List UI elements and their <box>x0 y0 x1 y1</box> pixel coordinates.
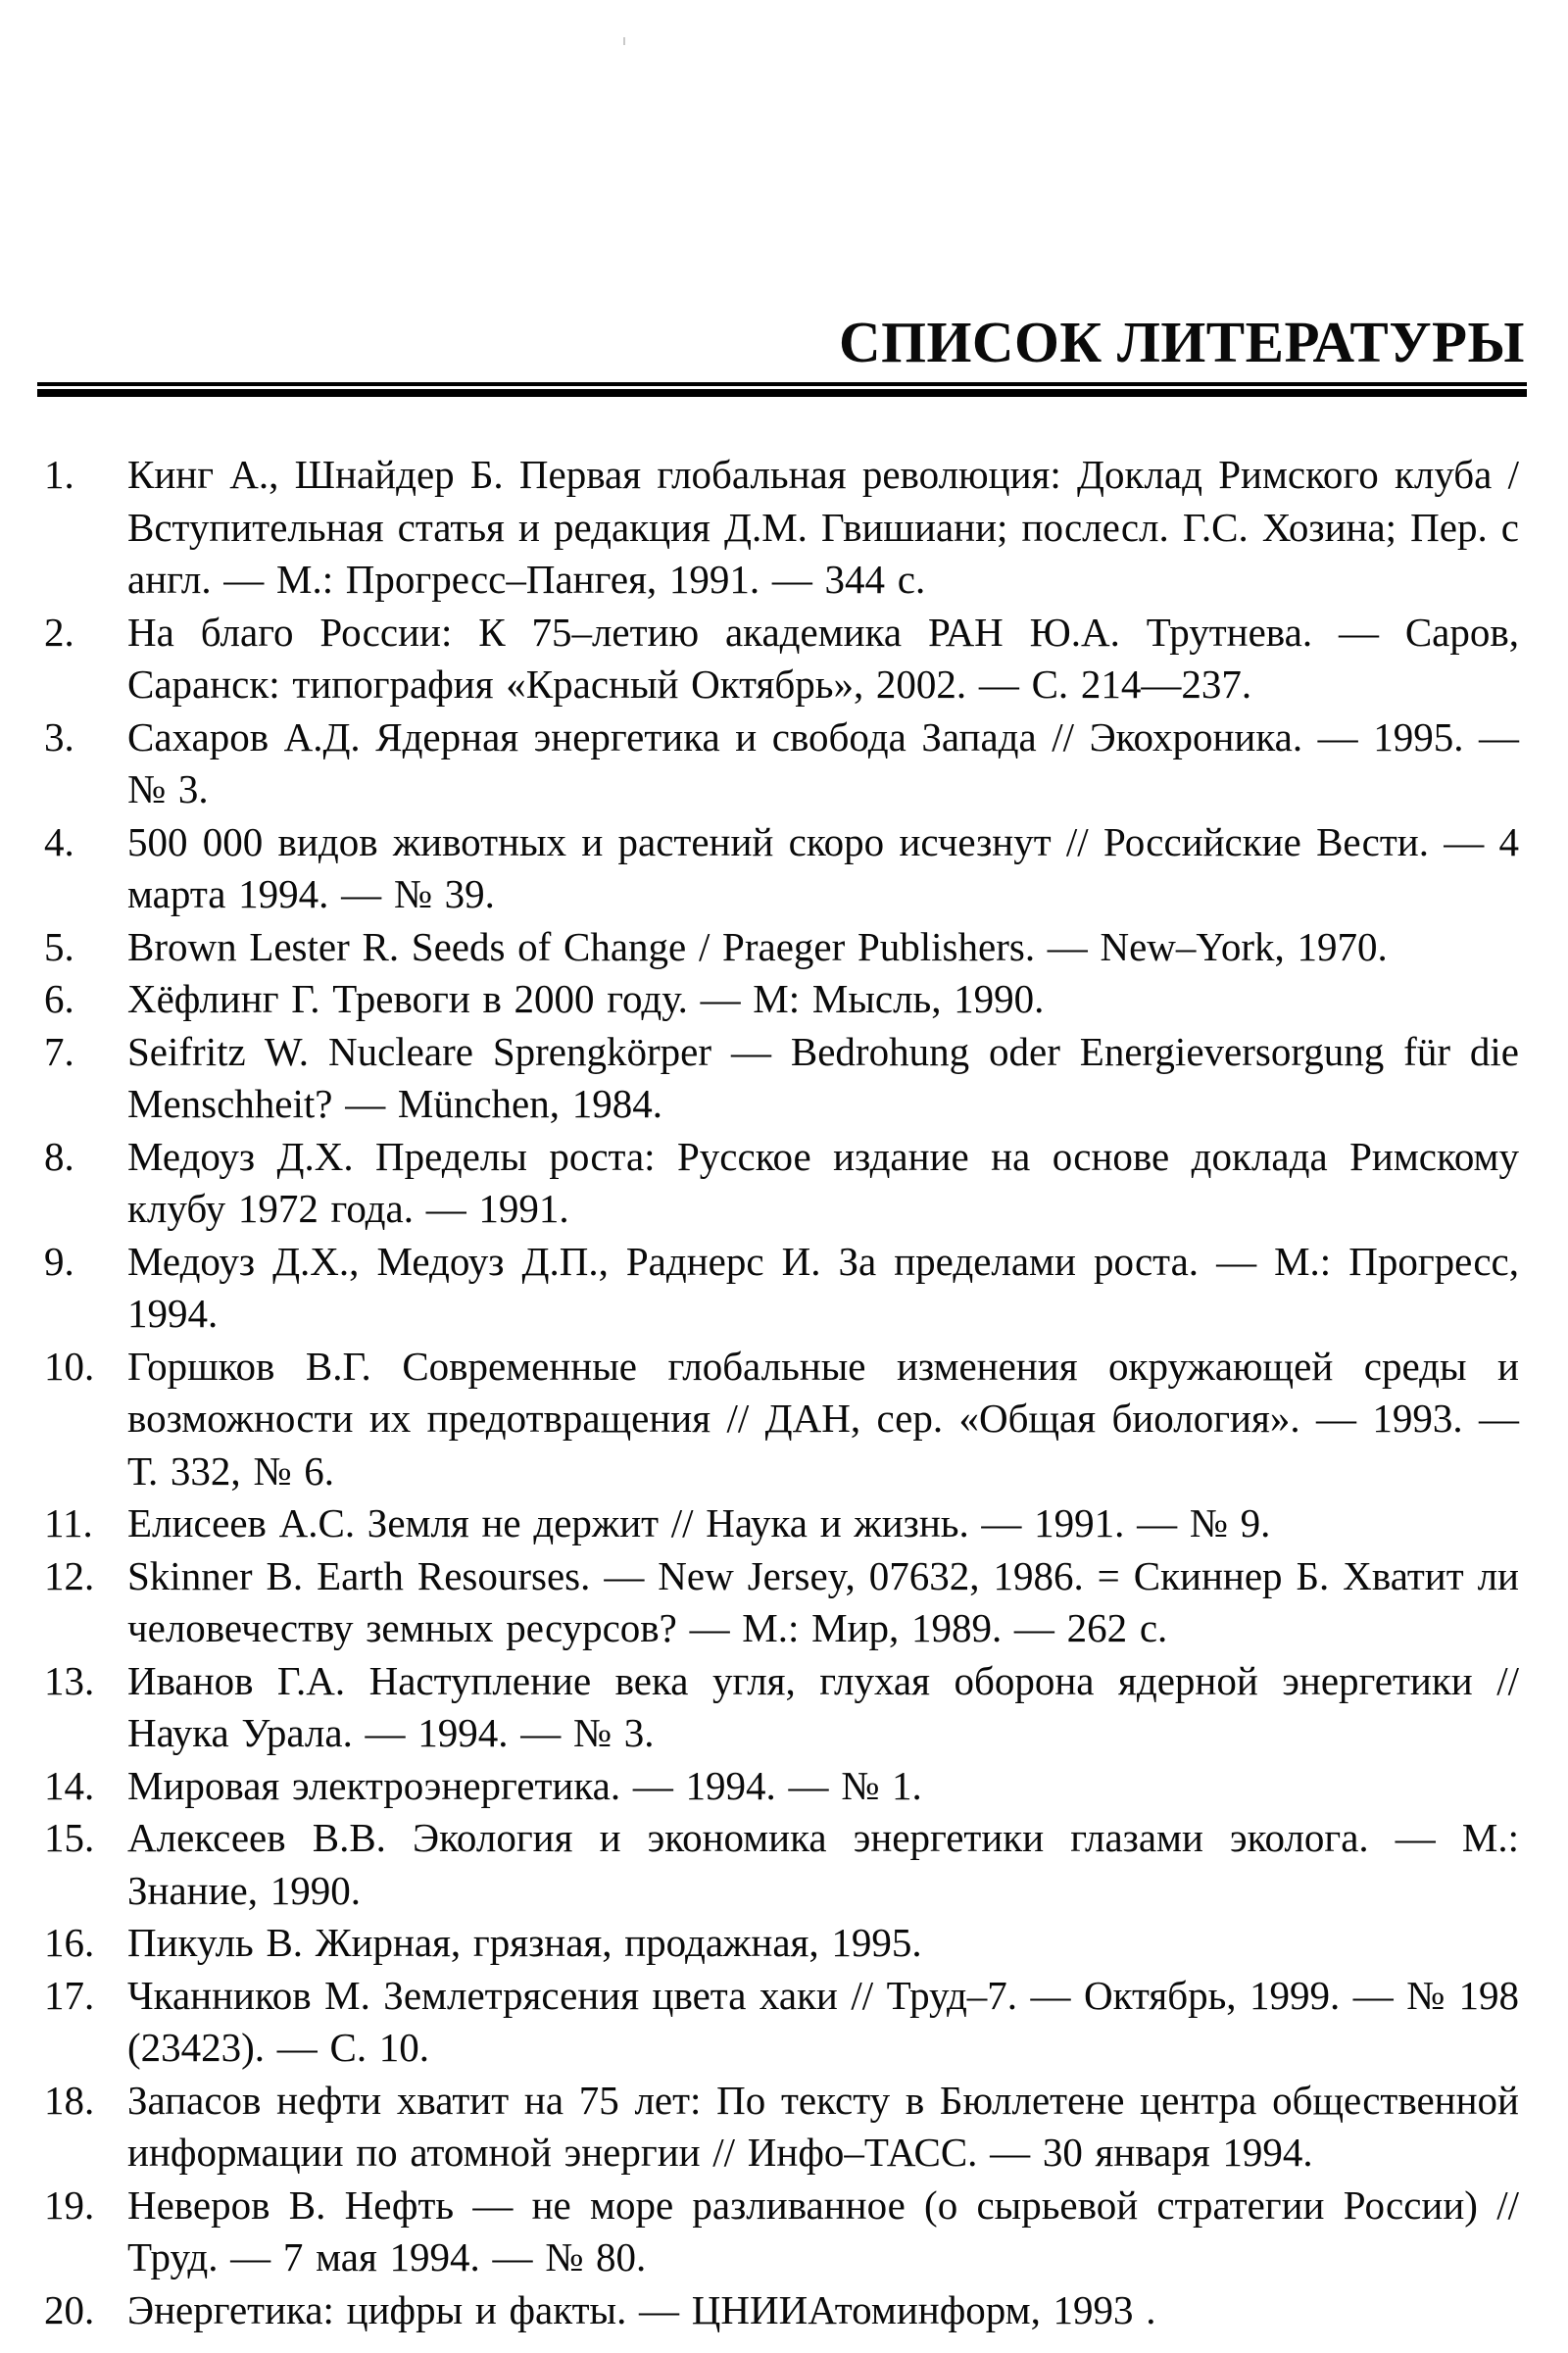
reference-number: 5. <box>44 923 74 969</box>
reference-item <box>44 1655 1519 1760</box>
reference-item <box>44 1497 1519 1550</box>
reference-text: Медоуз Д.Х. Пределы роста: Русское издание на основе доклада Римскому клубу 1972 года. — 1991. <box>127 1133 1519 1231</box>
reference-number: 20. <box>44 2286 95 2332</box>
reference-text: 500 000 видов животных и растений скоро исчезнут // Российские Вести. — 4 марта 1994. — № 39. <box>127 818 1519 916</box>
reference-text: Иванов Г.А. Наступление века угля, глухая оборона ядерной энергетики // Наука Урала. — 1994. — № 3. <box>127 1657 1519 1755</box>
title-divider <box>37 382 1527 397</box>
reference-item <box>44 449 1519 607</box>
reference-text: Сахаров А.Д. Ядерная энергетика и свобода Запада // Экохроника. — 1995. — № 3. <box>127 713 1519 811</box>
reference-text: Хёфлинг Г. Тревоги в 2000 году. — М: Мысль, 1990. <box>127 976 1045 1021</box>
reference-item <box>44 921 1519 974</box>
reference-number: 11. <box>44 1500 93 1545</box>
reference-number: 8. <box>44 1133 74 1179</box>
reference-number: 7. <box>44 1028 74 1074</box>
reference-item <box>44 2284 1519 2337</box>
reference-text: Чканников М. Землетрясения цвета хаки // Труд–7. — Октябрь, 1999. — № 198 (23423). — С. 10. <box>127 1972 1519 2070</box>
reference-text: Энергетика: цифры и факты. — ЦНИИАтоминформ, 1993 . <box>127 2286 1156 2332</box>
reference-item <box>44 1550 1519 1655</box>
reference-item <box>44 1026 1519 1131</box>
reference-number: 4. <box>44 818 74 864</box>
reference-text: Горшков В.Г. Современные глобальные изменения окружающей среды и возможности их предотвращения // ДАН, сер. «Общая биология». — 1993. — Т. 332, № 6. <box>127 1343 1519 1494</box>
reference-number: 17. <box>44 1972 95 2018</box>
reference-item <box>44 973 1519 1026</box>
reference-number: 13. <box>44 1657 95 1703</box>
reference-item <box>44 2180 1519 2284</box>
reference-item <box>44 1812 1519 1917</box>
reference-item <box>44 816 1519 921</box>
reference-text: Brown Lester R. Seeds of Change / Praeger Publishers. — New–York, 1970. <box>127 923 1388 969</box>
reference-item <box>44 2075 1519 2180</box>
reference-number: 12. <box>44 1552 95 1598</box>
reference-text: Неверов В. Нефть — не море разливанное (о сырьевой стратегии России) // Труд. — 7 мая 1994. — № 80. <box>127 2181 1519 2279</box>
reference-number: 10. <box>44 1343 95 1389</box>
scan-artifact-speck <box>623 37 625 45</box>
reference-number: 1. <box>44 452 74 497</box>
reference-item <box>44 1236 1519 1341</box>
reference-number: 19. <box>44 2181 95 2228</box>
reference-item <box>44 1917 1519 1970</box>
reference-text: Алексеев В.В. Экология и экономика энергетики глазами эколога. — М.: Знание, 1990. <box>127 1815 1519 1913</box>
reference-item <box>44 1341 1519 1498</box>
divider-thick-line <box>37 389 1527 397</box>
reference-text: Запасов нефти хватит на 75 лет: По тексту в Бюллетене центра общественной информации по атомной энергии // Инфо–ТАСС. — 30 января 1994. <box>127 2077 1519 2175</box>
reference-text: Кинг А., Шнайдер Б. Первая глобальная революция: Доклад Римского клуба / Вступительная статья и редакция Д.М. Гвишиани; послесл. Г.С. Хозина; Пер. с англ. — М.: Прогресс–Пангея, 1991. — 344 с. <box>127 452 1519 602</box>
reference-number: 16. <box>44 1920 95 1965</box>
reference-text: Елисеев А.С. Земля не держит // Наука и жизнь. — 1991. — № 9. <box>127 1500 1271 1545</box>
reference-text: Пикуль В. Жирная, грязная, продажная, 1995. <box>127 1920 922 1965</box>
reference-item <box>44 1970 1519 2075</box>
page-title: СПИСОК ЛИТЕРАТУРЫ <box>838 310 1525 374</box>
reference-number: 14. <box>44 1762 95 1808</box>
reference-item <box>44 607 1519 711</box>
reference-text: Мировая электроэнергетика. — 1994. — № 1. <box>127 1762 922 1808</box>
reference-item <box>44 1760 1519 1813</box>
reference-number: 6. <box>44 976 74 1021</box>
reference-number: 15. <box>44 1815 95 1860</box>
reference-text: На благо России: К 75–летию академика РАН Ю.А. Трутнева. — Саров, Саранск: типография «Красный Октябрь», 2002. — С. 214—237. <box>127 609 1519 707</box>
reference-item <box>44 711 1519 816</box>
reference-item <box>44 1131 1519 1236</box>
reference-text: Skinner B. Earth Resourses. — New Jersey, 07632, 1986. = Скиннер Б. Хватит ли человечеству земных ресурсов? — М.: Мир, 1989. — 262 с. <box>127 1552 1519 1650</box>
reference-text: Медоуз Д.Х., Медоуз Д.П., Раднерс И. За пределами роста. — М.: Прогресс, 1994. <box>127 1238 1519 1336</box>
reference-list <box>44 449 1519 2336</box>
reference-text: Seifritz W. Nucleare Sprengkörper — Bedrohung oder Energieversorgung für die Menschheit? — München, 1984. <box>127 1028 1519 1126</box>
reference-number: 2. <box>44 609 74 655</box>
reference-number: 3. <box>44 713 74 760</box>
reference-number: 18. <box>44 2077 95 2123</box>
reference-number: 9. <box>44 1238 74 1284</box>
